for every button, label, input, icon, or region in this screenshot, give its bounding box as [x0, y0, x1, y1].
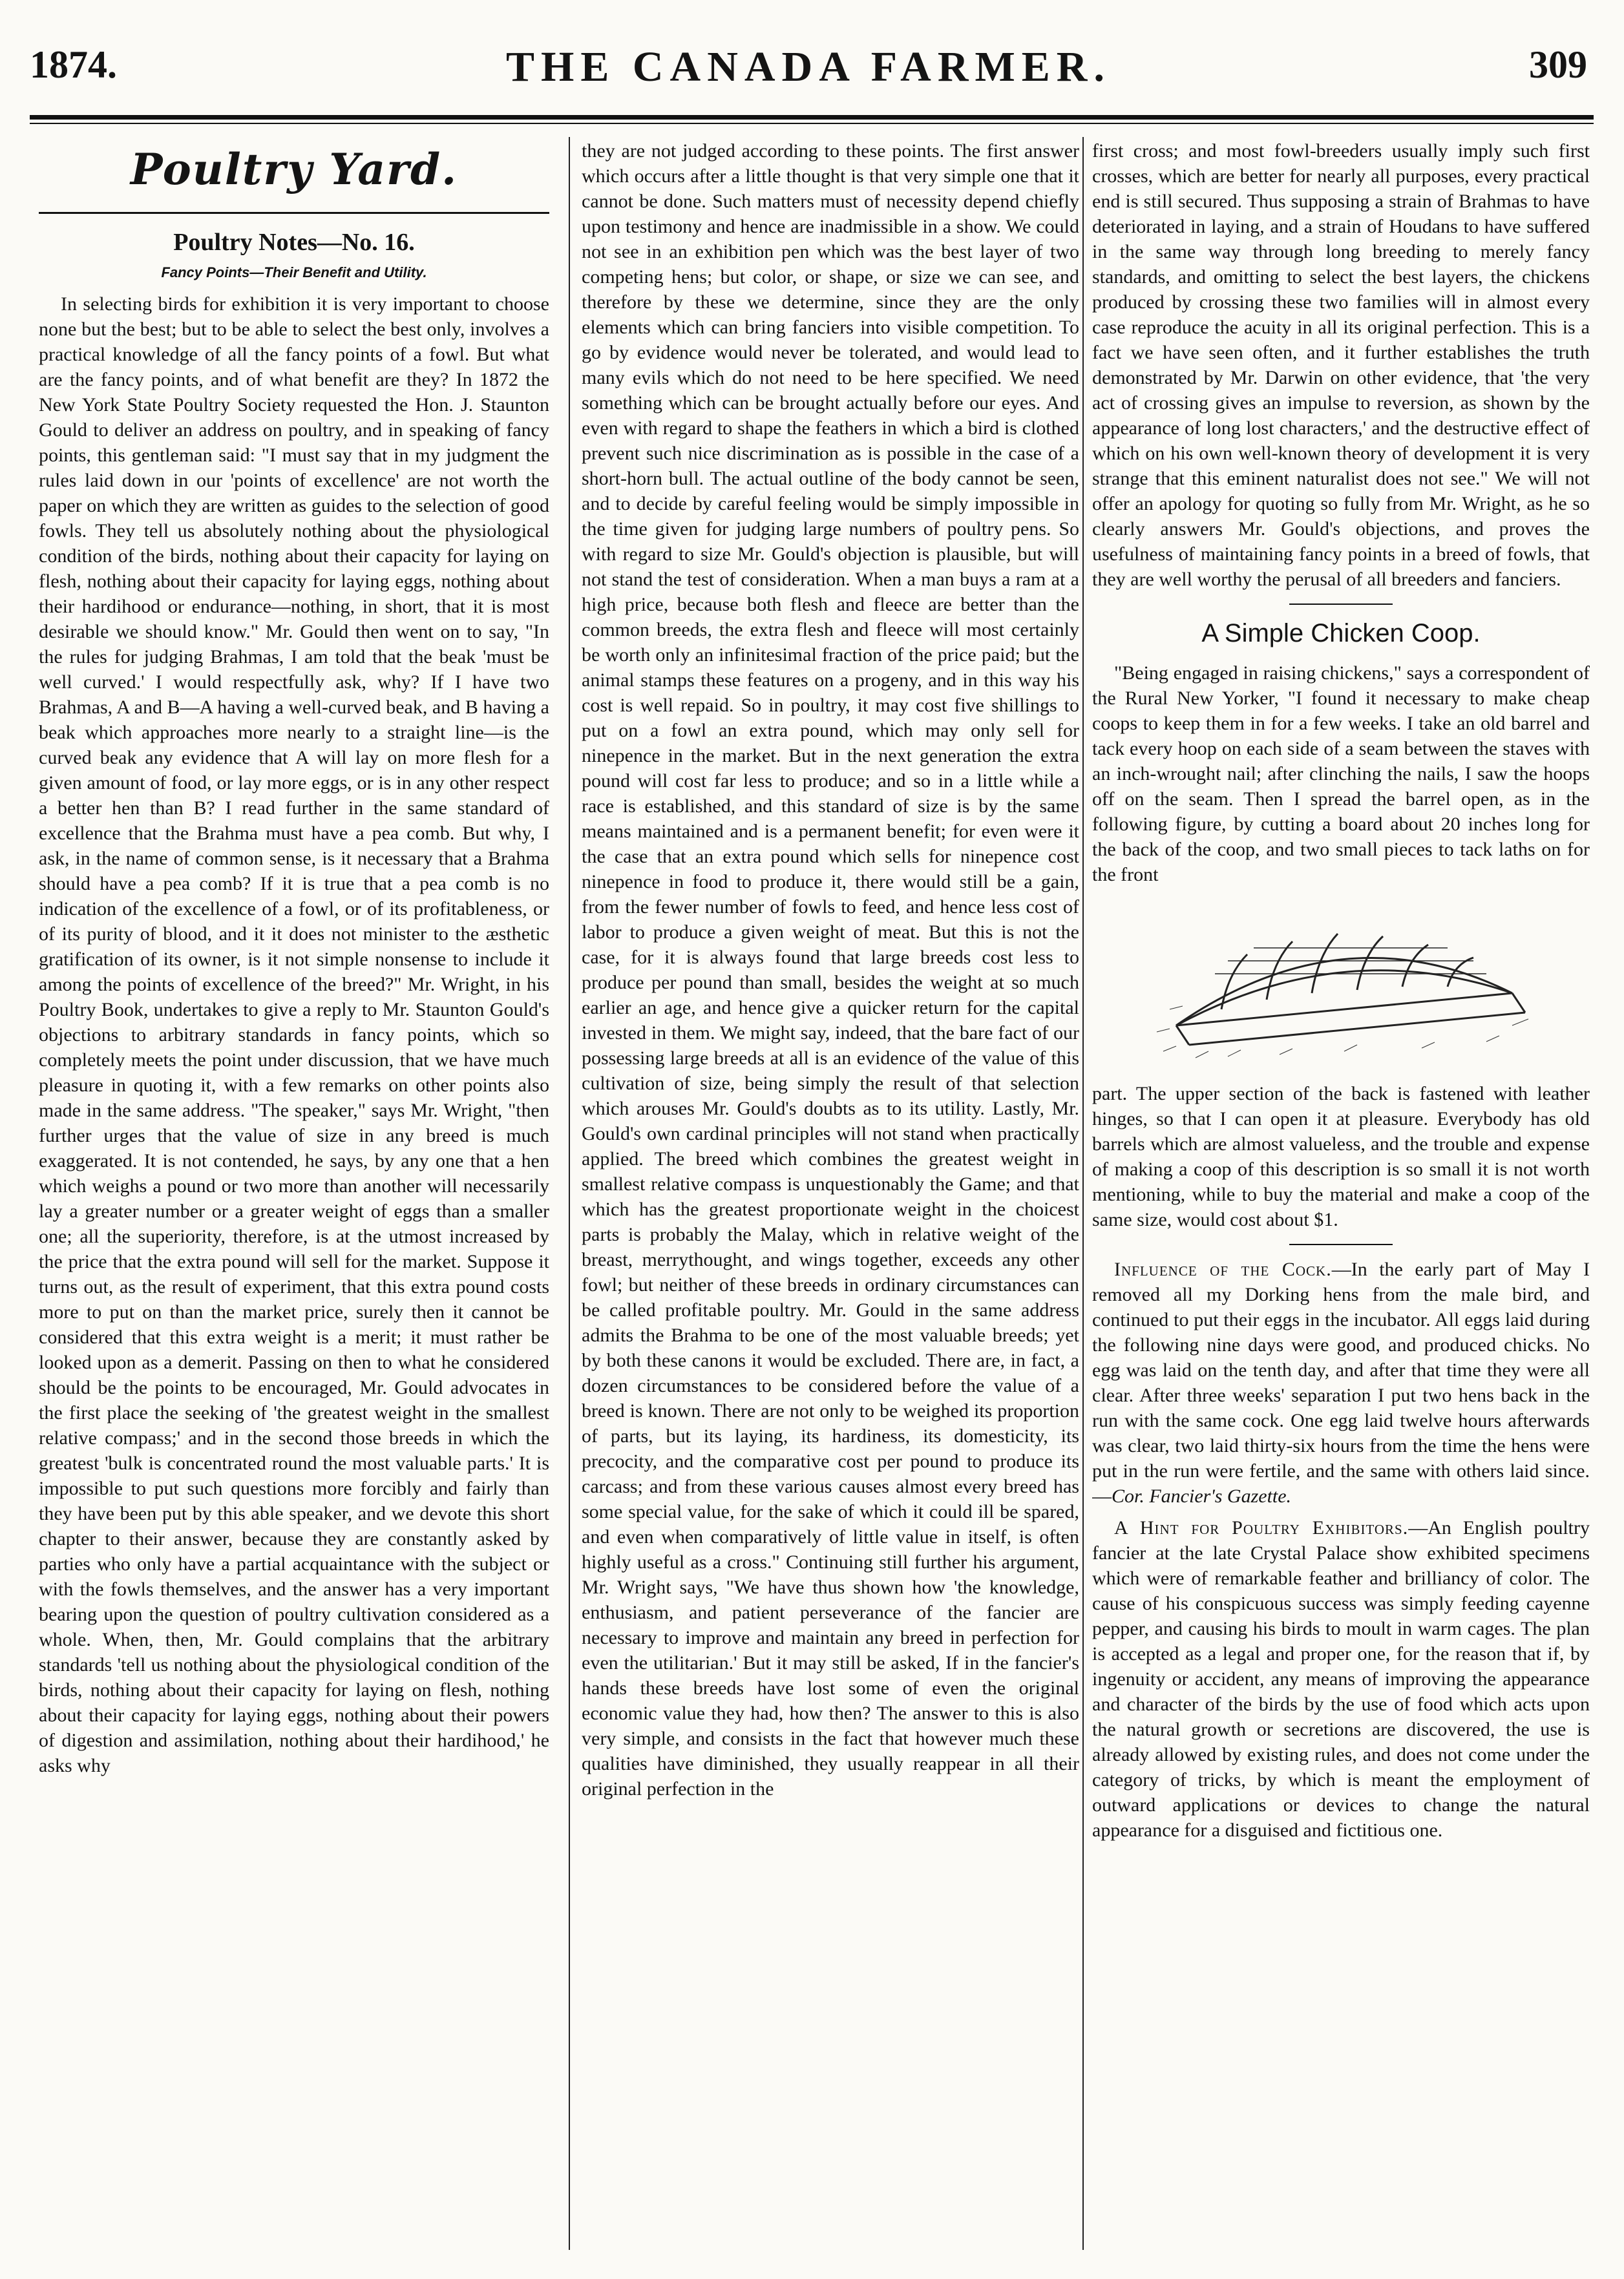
- column-1: [39, 138, 549, 2245]
- column-2: [582, 138, 1079, 2245]
- column-divider: [569, 137, 570, 2250]
- article-title: A Simple Chicken Coop.: [1201, 619, 1481, 647]
- masthead: [30, 43, 1587, 114]
- article-paragraph: part. The upper section of the back is fastened with leather hinges, so that I can open it at pleasure. Everybody has old barrels which are almost valueless, and the trouble and expense of making a coop of this description is so small it is not worth mentioning, while to buy the material and make a coop of the same size, would cost about $1.: [1092, 1083, 1590, 1230]
- item-body: —In the early part of May I removed all my Dorking hens from the male bird, and continued to put their eggs in the incubator. All eggs laid during the following nine days were good, and produced chicks. No egg was laid on the tenth day, and after that time they were all clear. After three weeks' separation I put two hens back in the run with the same cock. One egg laid twelve hours afterwards was clear, two laid thirty-six hours from the time the hens were put in the run were fertile, and the same with others laid since.—: [1092, 1259, 1590, 1507]
- section-title: Poultry Yard.: [130, 144, 458, 194]
- section-rule: [39, 212, 549, 214]
- news-item: [1092, 1257, 1590, 1509]
- article-paragraph: they are not judged according to these points. The first answer which occurs after a little thought is that very simple one that it cannot be done. Such matters must of necessity depend chiefly upon testimony and hence are inadmissible in a show. We could not see in an exhibition pen which was the best layer of two competing hens; but color, or shape, or size we can see, and therefore by these we determine, since they are the only elements which can bring fanciers into visible competition. To go by evidence would never be tolerated, and would lead to many evils which do not need to be here specified. We need something which can be brought actually before our eyes. And even with regard to shape the feathers in which a bird is clothed prevent such nice discrimination as is possible in the case of a short-horn bull. The actual outline of the body cannot be seen, and to decide by careful feeling would be simply impossible in the time given for judging large numbers of poultry pens. So with regard to size Mr. Gould's objection is plausible, but will not stand the test of consideration. When a man buys a ram at a high price, because both flesh and fleece are better than the common breeds, the extra flesh and fleece will most certainly be worth only an infinitesimal fraction of the price paid; but the animal stamps these features on a progeny, and in this way his cost is well repaid. So in poultry, it may cost five shillings to put on a fowl an extra pound, which may only sell for ninepence in the market. But in the next generation the extra pound will cost far less to produce; and so in a little while a race is established, and this standard of size is by the same means maintained and is a permanent benefit; for even were it the case that an extra pound which sells for ninepence cost ninepence in food to produce it, there would still be a gain, from the fewer number of fowls to feed, and hence less cost of labor to produce a given weight of meat. But this is not the case, for it is always found that large breeds cost less to produce per pound than small, besides the weight at so much earlier an age, and hence give a quicker return for the capital invested in them. We might say, indeed, that the bare fact of our possessing large breeds at all is an evidence of the value of this cultivation of size, being simply the result of that selection which arouses Mr. Gould's doubts as to its utility. Lastly, Mr. Gould's own cardinal principles will not stand when practically applied. The breed which combines the greatest weight in smallest relative compass is unquestionably the Game; and that which has the greatest proportionate weight in the choicest parts is probably the Malay, which in relative weight of the breast, merrythought, and wings together, exceeds any other fowl; but neither of these breeds in ordinary circumstances can be called profitable poultry. Mr. Gould in the same address admits the Brahma to be one of the most valuable breeds; yet by both these canons it would be excluded. There are, in fact, a dozen circumstances to be considered before the value of a breed is known. There are not only to be weighed its proportion of parts, but its laying, its hardiness, its domesticity, its precocity, and the comparative cost per pound to produce its carcass; and from these various causes almost every breed has some special value, for the sake of which it could ill be spared, and even when comparatively of little value in itself, is often highly useful as a cross." Continuing still further his argument, Mr. Wright says, "We have thus shown how 'the knowledge, enthusiasm, and patient perseverance of the fancier are necessary to improve and maintain any breed in perfection for even the utilitarian.' But it may still be asked, If in the fancier's hands these breeds have lost some of even the original economic value they had, how then? The answer to this is also very simple, and consists in the fact that however much these qualities have diminished, they usually reappear in all their original perfection in the: [582, 140, 1079, 1800]
- item-lead: Influence of the Cock.: [1114, 1259, 1332, 1280]
- masthead-rule-thin: [30, 123, 1594, 124]
- article-subheading: Fancy Points—Their Benefit and Utility.: [161, 264, 427, 281]
- news-item: [1092, 1515, 1590, 1843]
- article-divider: [1289, 1244, 1393, 1245]
- article-divider: [1289, 604, 1393, 605]
- barrel-coop-illustration: [1150, 896, 1532, 1071]
- column-divider: [1082, 137, 1084, 2250]
- article-heading: Poultry Notes—No. 16.: [173, 228, 415, 256]
- article-paragraph: first cross; and most fowl-breeders usually imply such first crosses, which are better for nearly all purposes, every practical end is still secured. Thus supposing a strain of Brahmas to have deteriorated in laying, and a strain of Houdans to have suffered in the same way through long breeding to merely fancy standards, and omitting to select the best layers, the chickens produced by crossing these two families will in almost every case reproduce the acuity in all its original perfection. This is a fact we have seen often, and it further establishes the truth demonstrated by Mr. Darwin on other evidence, that 'the very act of crossing gives an impulse to reversion, as shown by the appearance of long lost characters,' and the destructive effect of which on his own well-known theory of development it is very strange that this eminent naturalist does not see." We will not offer an apology for quoting so fully from Mr. Wright, as he so clearly answers Mr. Gould's objections, and proves the usefulness of maintaining fancy points in a breed of fowls, that they are well worthy the perusal of all breeders and fanciers.: [1092, 140, 1590, 590]
- page-number: 309: [1529, 43, 1587, 86]
- item-source: Cor. Fancier's Gazette.: [1112, 1486, 1292, 1507]
- item-lead: A Hint for Poultry Exhibitors.: [1114, 1517, 1409, 1539]
- article-paragraph: "Being engaged in raising chickens," says a correspondent of the Rural New Yorker, "I found it necessary to make cheap coops to keep them in for a few weeks. I take an old barrel and tack every hoop on each side of a seam between the staves with an inch-wrought nail; after clinching the nails, I saw the hoops off on the seam. Then I spread the barrel open, as in the following figure, by cutting a board about 20 inches long for the back of the coop, and two small pieces to tack laths on for the front: [1092, 662, 1590, 885]
- article-paragraph: In selecting birds for exhibition it is very important to choose none but the best; but to be able to select the best only, involves a practical knowledge of all the fancy points of a fowl. But what are the fancy points, and of what benefit are they? In 1872 the New York State Poultry Society requested the Hon. J. Staunton Gould to deliver an address on poultry, and in speaking of fancy points, this gentleman said: "I must say that in my judgment the rules laid down in our 'points of excellence' are not worth the paper on which they are written as guides to the selection of good fowls. They tell us absolutely nothing about the physiological condition of the birds, nothing about their capacity for laying on flesh, nothing about their capacity for laying eggs, nothing about their hardihood or endurance—nothing, in short, that it is most desirable we should know." Mr. Gould then went on to say, "In the rules for judging Brahmas, I am told that the beak 'must be well curved.' I would respectfully ask, why? If I have two Brahmas, A and B—A having a well-curved beak, and B having a beak which approaches more nearly to a straight line—is the curved beak any evidence that A will lay on more flesh for a given amount of food, or lay more eggs, or is in any other respect a better hen than B? I read further in the same standard of excellence that the Brahma must have a pea comb. But why, I ask, in the name of common sense, is it necessary that a Brahma should have a pea comb? If it is true that a pea comb is no indication of the excellence of a fowl, or of its profitableness, or of its purity of blood, and it it does not minister to the æsthetic gratification of its owner, is it not simple nonsense to include it among the points of excellence of the breed?" Mr. Wright, in his Poultry Book, undertakes to give a reply to Mr. Staunton Gould's objections to arbitrary standards in fancy points, which so completely meets the point under discussion, that we have much pleasure in quoting it, with a few remarks on other points also made in the same address. "The speaker," says Mr. Wright, "then further urges that the value of size in any breed is much exaggerated. It is not contended, he says, by any one that a hen which weighs a pound or two more than another will necessarily lay a greater number or a greater weight of eggs than a smaller one; all the superiority, therefore, is at the utmost increased by the price that the extra pound will sell for the market. Suppose it turns out, as the result of experiment, that this extra pound costs more to put on than the market price, surely then it cannot be considered that this extra weight is a merit; it must rather be looked upon as a demerit. Passing on then to what he considered should be the points to be encouraged, Mr. Gould advocates in the first place the seeking of 'the greatest weight in the smallest relative compass;' and in the second those breeds in which the greatest 'bulk is concentrated round the most valuable parts.' It is impossible to put such questions more forcibly and fairly than they have been put by this able speaker, and we devote this short chapter to their answer, because they are constantly asked by parties who only have a partial acquaintance with the subject or with the fowls themselves, and the answer has a very important bearing upon the question of poultry cultivation considered as a whole. When, then, Mr. Gould complains that the arbitrary standards 'tell us nothing about the physiological condition of the birds, nothing about their capacity for laying on flesh, nothing about their capacity for laying eggs, nothing about their powers of digestion and assimilation, nothing about their hardihood,' he asks why: [39, 293, 549, 1776]
- column-3: [1092, 138, 1590, 2245]
- masthead-rule: [30, 115, 1594, 120]
- item-body: —An English poultry fancier at the late Crystal Palace show exhibited specimens which were of remarkable feather and brilliancy of color. The cause of his conspicuous success was simply feeding cayenne pepper, and causing his birds to moult in warm cages. The plan is accepted as a legal and proper one, for the reason that if, by ingenuity or accident, any means of improving the appearance and character of the birds by the use of food which acts upon the natural growth or secretions are discovered, the use is already allowed by existing rules, and does not come under the category of tricks, by which is meant the employment of outward applications or devices to change the natural appearance for a disguised and fictitious one.: [1092, 1517, 1590, 1841]
- newspaper-title: THE CANADA FARMER.: [506, 43, 1111, 90]
- issue-year: 1874.: [30, 43, 117, 86]
